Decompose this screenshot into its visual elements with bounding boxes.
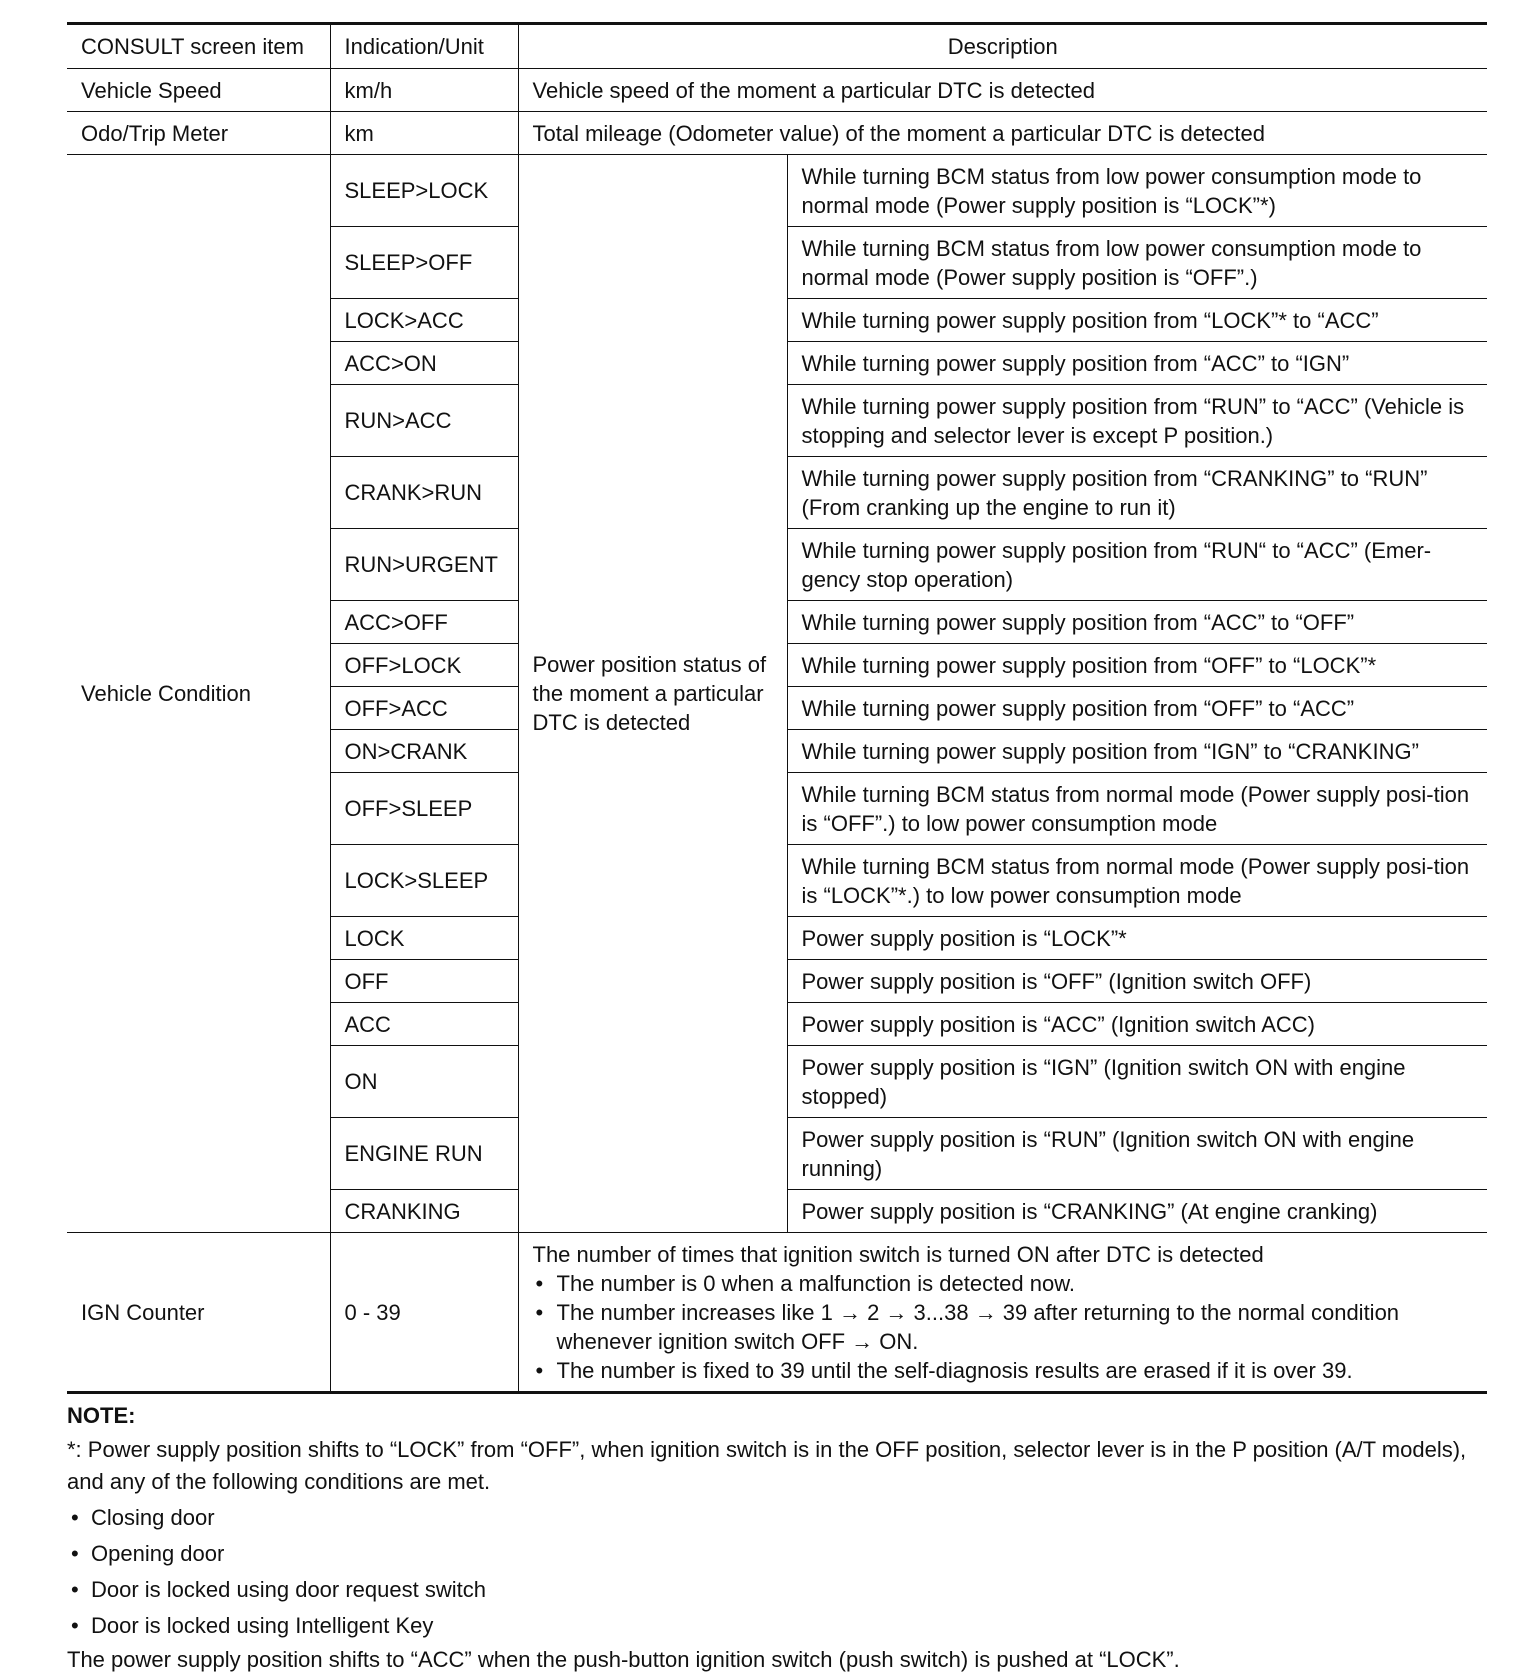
condition-value: LOCK>SLEEP xyxy=(330,845,518,917)
item-cell: IGN Counter xyxy=(67,1233,330,1393)
condition-value: ON>CRANK xyxy=(330,730,518,773)
list-item: • Door is locked using Intelligent Key xyxy=(67,1608,1487,1644)
condition-value: LOCK>ACC xyxy=(330,299,518,342)
header-unit: Indication/Unit xyxy=(330,24,518,69)
description-cell: Vehicle speed of the moment a particular DTC is detected xyxy=(518,69,1487,112)
condition-description: Power supply position is “OFF” (Ignition switch OFF) xyxy=(787,960,1487,1003)
list-item: • The number increases like 1 → 2 → 3...38 → 39 after returning to the normal condition whenever ignition switch OFF → ON. xyxy=(533,1298,1474,1356)
note-conditions xyxy=(67,1500,1487,1644)
condition-description: While turning power supply position from “IGN” to “CRANKING” xyxy=(787,730,1487,773)
condition-value: LOCK xyxy=(330,917,518,960)
condition-value: OFF>LOCK xyxy=(330,644,518,687)
condition-value: OFF>ACC xyxy=(330,687,518,730)
note-footer: The power supply position shifts to “ACC” when the push-button ignition switch (push switch) is pushed at “LOCK”. xyxy=(67,1647,1180,1672)
header-item: CONSULT screen item xyxy=(67,24,330,69)
list-item: • The number is fixed to 39 until the self-diagnosis results are erased if it is over 39. xyxy=(533,1356,1474,1385)
list-item: • The number is 0 when a malfunction is detected now. xyxy=(533,1269,1474,1298)
ign-counter-bullets xyxy=(533,1269,1474,1385)
condition-value: ACC xyxy=(330,1003,518,1046)
item-cell: Odo/Trip Meter xyxy=(67,112,330,155)
condition-description: While turning power supply position from “RUN“ to “ACC” (Emer-gency stop operation) xyxy=(787,529,1487,601)
condition-value: CRANKING xyxy=(330,1190,518,1233)
header-description: Description xyxy=(518,24,1487,69)
condition-value: RUN>ACC xyxy=(330,385,518,457)
condition-value: RUN>URGENT xyxy=(330,529,518,601)
condition-description: While turning power supply position from “ACC” to “OFF” xyxy=(787,601,1487,644)
condition-description: While turning BCM status from low power consumption mode to normal mode (Power supply position is “OFF”.) xyxy=(787,227,1487,299)
table-row-ign-counter xyxy=(67,1233,1487,1393)
list-item: • Opening door xyxy=(67,1536,1487,1572)
condition-description: Power supply position is “LOCK”* xyxy=(787,917,1487,960)
list-item: • Door is locked using door request switch xyxy=(67,1572,1487,1608)
note-section xyxy=(67,1400,1487,1676)
condition-description: While turning BCM status from normal mode (Power supply posi-tion is “OFF”.) to low power consumption mode xyxy=(787,773,1487,845)
vehicle-condition-summary: Power position status of the moment a particular DTC is detected xyxy=(518,155,787,1233)
unit-cell: 0 - 39 xyxy=(330,1233,518,1393)
condition-description: While turning power supply position from “RUN” to “ACC” (Vehicle is stopping and selector lever is except P position.) xyxy=(787,385,1487,457)
vehicle-condition-item: Vehicle Condition xyxy=(67,155,330,1233)
table-row xyxy=(67,155,1487,227)
document-page xyxy=(67,22,1487,1676)
table-header-row xyxy=(67,24,1487,69)
condition-description: Power supply position is “ACC” (Ignition switch ACC) xyxy=(787,1003,1487,1046)
condition-value: CRANK>RUN xyxy=(330,457,518,529)
condition-description: Power supply position is “RUN” (Ignition switch ON with engine running) xyxy=(787,1118,1487,1190)
note-text: *: Power supply position shifts to “LOCK” from “OFF”, when ignition switch is in the OFF position, selector lever is in the P position (A/T models), and any of the following conditions are met. xyxy=(67,1437,1467,1494)
note-title: NOTE: xyxy=(67,1403,136,1428)
condition-value: SLEEP>OFF xyxy=(330,227,518,299)
ign-counter-description xyxy=(518,1233,1487,1393)
unit-cell: km xyxy=(330,112,518,155)
list-item: • Closing door xyxy=(67,1500,1487,1536)
table-row-vehicle-speed xyxy=(67,69,1487,112)
condition-value: ACC>OFF xyxy=(330,601,518,644)
condition-description: Power supply position is “IGN” (Ignition switch ON with engine stopped) xyxy=(787,1046,1487,1118)
condition-description: Power supply position is “CRANKING” (At engine cranking) xyxy=(787,1190,1487,1233)
condition-value: OFF xyxy=(330,960,518,1003)
condition-value: ON xyxy=(330,1046,518,1118)
condition-description: While turning power supply position from “ACC” to “IGN” xyxy=(787,342,1487,385)
condition-description: While turning power supply position from “OFF” to “ACC” xyxy=(787,687,1487,730)
condition-value: ENGINE RUN xyxy=(330,1118,518,1190)
condition-value: OFF>SLEEP xyxy=(330,773,518,845)
condition-value: ACC>ON xyxy=(330,342,518,385)
condition-description: While turning power supply position from “OFF” to “LOCK”* xyxy=(787,644,1487,687)
consult-data-table xyxy=(67,22,1487,1394)
ign-counter-intro: The number of times that ignition switch is turned ON after DTC is detected xyxy=(532,1241,1264,1267)
description-cell: Total mileage (Odometer value) of the moment a particular DTC is detected xyxy=(518,112,1487,155)
item-cell: Vehicle Speed xyxy=(67,69,330,112)
condition-description: While turning BCM status from normal mode (Power supply posi-tion is “LOCK”*.) to low power consumption mode xyxy=(787,845,1487,917)
condition-description: While turning BCM status from low power consumption mode to normal mode (Power supply position is “LOCK”*) xyxy=(787,155,1487,227)
condition-value: SLEEP>LOCK xyxy=(330,155,518,227)
condition-description: While turning power supply position from “LOCK”* to “ACC” xyxy=(787,299,1487,342)
table-row-odo-trip xyxy=(67,112,1487,155)
unit-cell: km/h xyxy=(330,69,518,112)
condition-description: While turning power supply position from “CRANKING” to “RUN” (From cranking up the engine to run it) xyxy=(787,457,1487,529)
